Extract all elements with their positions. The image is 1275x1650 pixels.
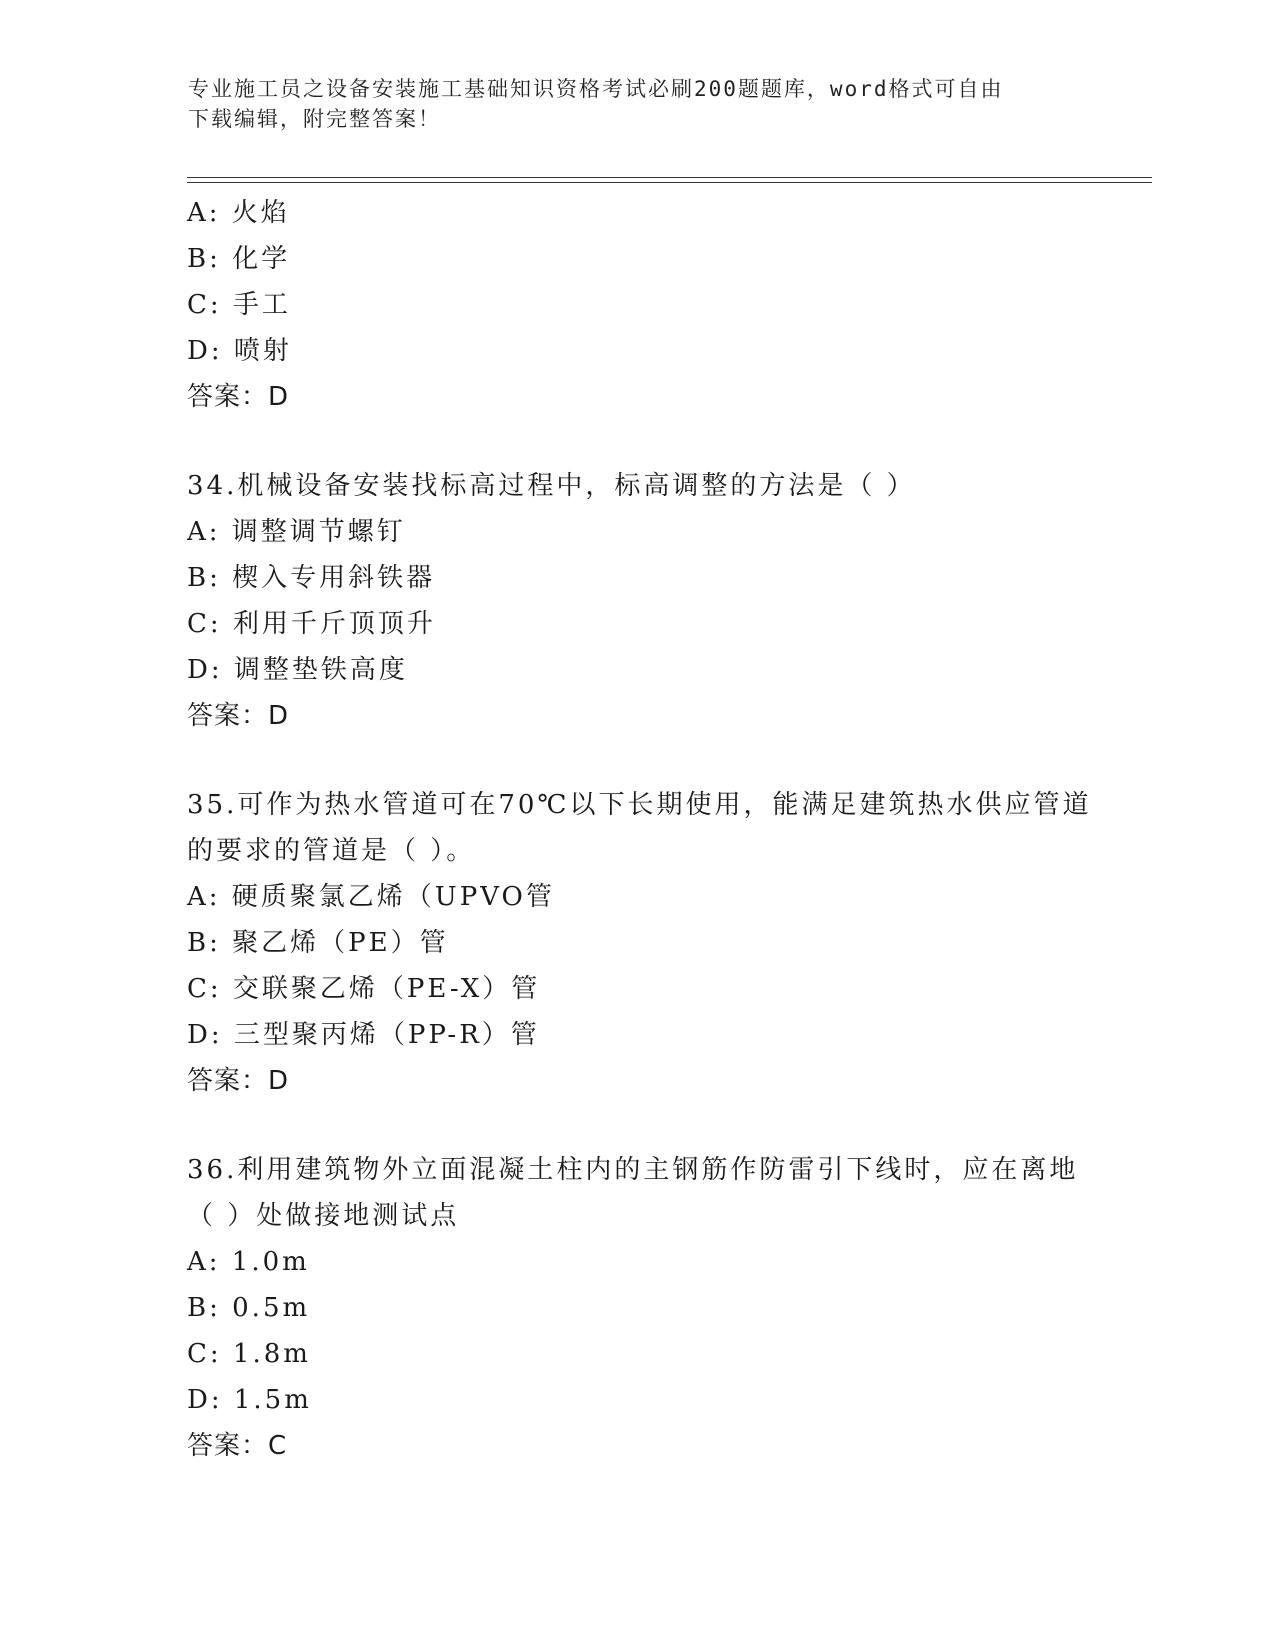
question-stem-continued: （ ）处做接地测试点 [187, 1201, 460, 1231]
spacer [187, 739, 1127, 782]
question-35 [187, 782, 1127, 1104]
option-c: C: 手工 [187, 290, 291, 320]
answer: 答案：C [187, 1431, 288, 1461]
question-stem: 34.机械设备安装找标高过程中，标高调整的方法是（ ） [187, 471, 916, 501]
option-a: A: 调整调节螺钉 [187, 517, 406, 547]
question-36 [187, 1147, 1127, 1469]
question-stem: 36.利用建筑物外立面混凝土柱内的主钢筋作防雷引下线时，应在离地 [187, 1155, 1079, 1185]
option-a: A: 火焰 [187, 198, 290, 228]
header-title-line-1: 专业施工员之设备安装施工基础知识资格考试必刷200题题库，word格式可自由 [188, 77, 1004, 101]
option-a: A: 1.0m [187, 1247, 310, 1277]
option-b: B: 化学 [187, 244, 291, 274]
header-title-line-2: 下载编辑，附完整答案！ [188, 107, 441, 131]
document-header [188, 74, 1088, 134]
option-d: D: 喷射 [187, 336, 292, 366]
question-33 [187, 190, 1127, 420]
answer: 答案：D [187, 382, 290, 412]
spacer [187, 1104, 1127, 1147]
question-34 [187, 463, 1127, 739]
option-c: C: 1.8m [187, 1339, 311, 1369]
option-c: C: 交联聚乙烯（PE-X）管 [187, 974, 541, 1004]
answer: 答案：D [187, 1066, 290, 1096]
question-list [187, 190, 1127, 1469]
option-a: A: 硬质聚氯乙烯（UPVO管 [187, 882, 555, 912]
option-b: B: 聚乙烯（PE）管 [187, 928, 449, 958]
option-b: B: 楔入专用斜铁器 [187, 563, 436, 593]
answer: 答案：D [187, 701, 290, 731]
option-d: D: 三型聚丙烯（PP-R）管 [187, 1020, 540, 1050]
option-d: D: 1.5m [187, 1385, 312, 1415]
question-stem: 35.可作为热水管道可在70℃以下长期使用，能满足建筑热水供应管道 [187, 790, 1092, 820]
question-stem-continued: 的要求的管道是（ ）。 [187, 836, 476, 866]
header-divider-bottom [187, 182, 1152, 183]
option-c: C: 利用千斤顶顶升 [187, 609, 436, 639]
option-d: D: 调整垫铁高度 [187, 655, 408, 685]
option-b: B: 0.5m [187, 1293, 311, 1323]
spacer [187, 420, 1127, 463]
header-divider-top [187, 177, 1152, 178]
